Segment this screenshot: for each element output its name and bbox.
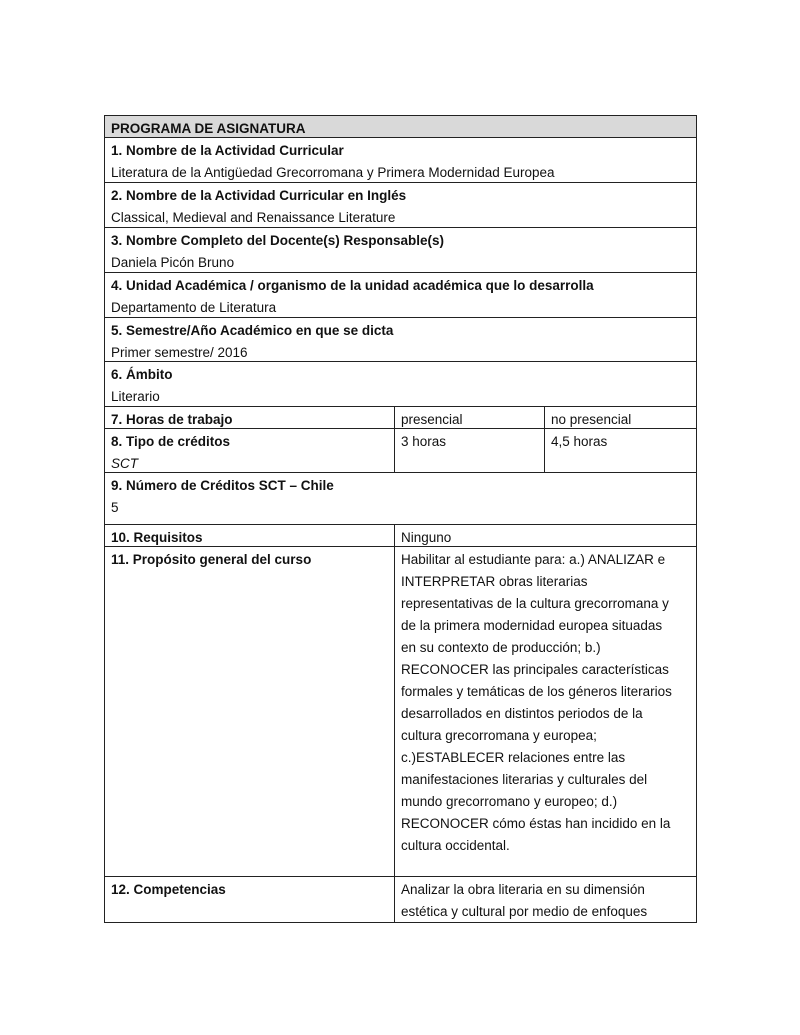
competencies-value xyxy=(394,876,697,923)
table-title: PROGRAMA DE ASIGNATURA xyxy=(104,115,697,138)
label: 6. Ámbito xyxy=(111,367,173,382)
purpose-value xyxy=(394,546,697,877)
row-academic-unit xyxy=(104,272,697,318)
purpose-line: RECONOCER las principales características xyxy=(401,662,669,677)
credit-presencial-hours: 3 horas xyxy=(394,428,545,473)
label: 4. Unidad Académica / organismo de la unidad académica que lo desarrolla xyxy=(111,278,594,293)
label: 9. Número de Créditos SCT – Chile xyxy=(111,478,334,493)
credit-type xyxy=(104,428,395,473)
label: 5. Semestre/Año Académico en que se dicta xyxy=(111,323,394,338)
purpose-line: de la primera modernidad europea situadas xyxy=(401,618,663,633)
purpose-line: cultura occidental. xyxy=(401,838,510,853)
purpose-line: mundo grecorromano y europeo; d.) xyxy=(401,794,618,809)
purpose-line: Habilitar al estudiante para: a.) ANALIZAR e xyxy=(401,552,666,567)
label: 3. Nombre Completo del Docente(s) Responsable(s) xyxy=(111,233,445,248)
competencies-label: 12. Competencias xyxy=(104,876,395,923)
purpose-line: c.)ESTABLECER relaciones entre las xyxy=(401,750,626,765)
purpose-line: cultura grecorromana y europea; xyxy=(401,728,597,743)
value: Classical, Medieval and Renaissance Literature xyxy=(111,210,396,225)
purpose-line: en su contexto de producción; b.) xyxy=(401,640,601,655)
competencies-line: estética y cultural por medio de enfoques xyxy=(401,904,648,919)
value: 5 xyxy=(111,500,119,515)
work-hours-no-presencial: no presencial xyxy=(544,406,697,429)
value: Literatura de la Antigüedad Grecorromana y Primera Modernidad Europea xyxy=(111,165,555,180)
purpose-line: desarrollados en distintos periodos de la xyxy=(401,706,643,721)
label: 8. Tipo de créditos xyxy=(111,434,231,449)
purpose-line: INTERPRETAR obras literarias xyxy=(401,574,588,589)
label: 2. Nombre de la Actividad Curricular en Inglés xyxy=(111,188,407,203)
purpose-line: formales y temáticas de los géneros literarios xyxy=(401,684,672,699)
value: SCT xyxy=(111,456,138,471)
work-hours-presencial: presencial xyxy=(394,406,545,429)
purpose-label: 11. Propósito general del curso xyxy=(104,546,395,877)
row-credits-number xyxy=(104,472,697,525)
purpose-line: manifestaciones literarias y culturales del xyxy=(401,772,648,787)
value: Departamento de Literatura xyxy=(111,300,277,315)
row-teacher xyxy=(104,227,697,273)
row-activity-name xyxy=(104,137,697,183)
row-activity-name-english xyxy=(104,182,697,228)
purpose-line: RECONOCER cómo éstas han incidido en la xyxy=(401,816,671,831)
requirements-value: Ninguno xyxy=(394,524,697,547)
value: Literario xyxy=(111,389,160,404)
label: 1. Nombre de la Actividad Curricular xyxy=(111,143,344,158)
value: Daniela Picón Bruno xyxy=(111,255,235,270)
credit-no-presencial-hours: 4,5 horas xyxy=(544,428,697,473)
row-scope xyxy=(104,361,697,407)
purpose-line: representativas de la cultura grecorromana y xyxy=(401,596,669,611)
row-semester xyxy=(104,317,697,362)
competencies-line: Analizar la obra literaria en su dimensión xyxy=(401,882,645,897)
value: Primer semestre/ 2016 xyxy=(111,345,248,360)
work-hours-label: 7. Horas de trabajo xyxy=(104,406,395,429)
requirements-label: 10. Requisitos xyxy=(104,524,395,547)
